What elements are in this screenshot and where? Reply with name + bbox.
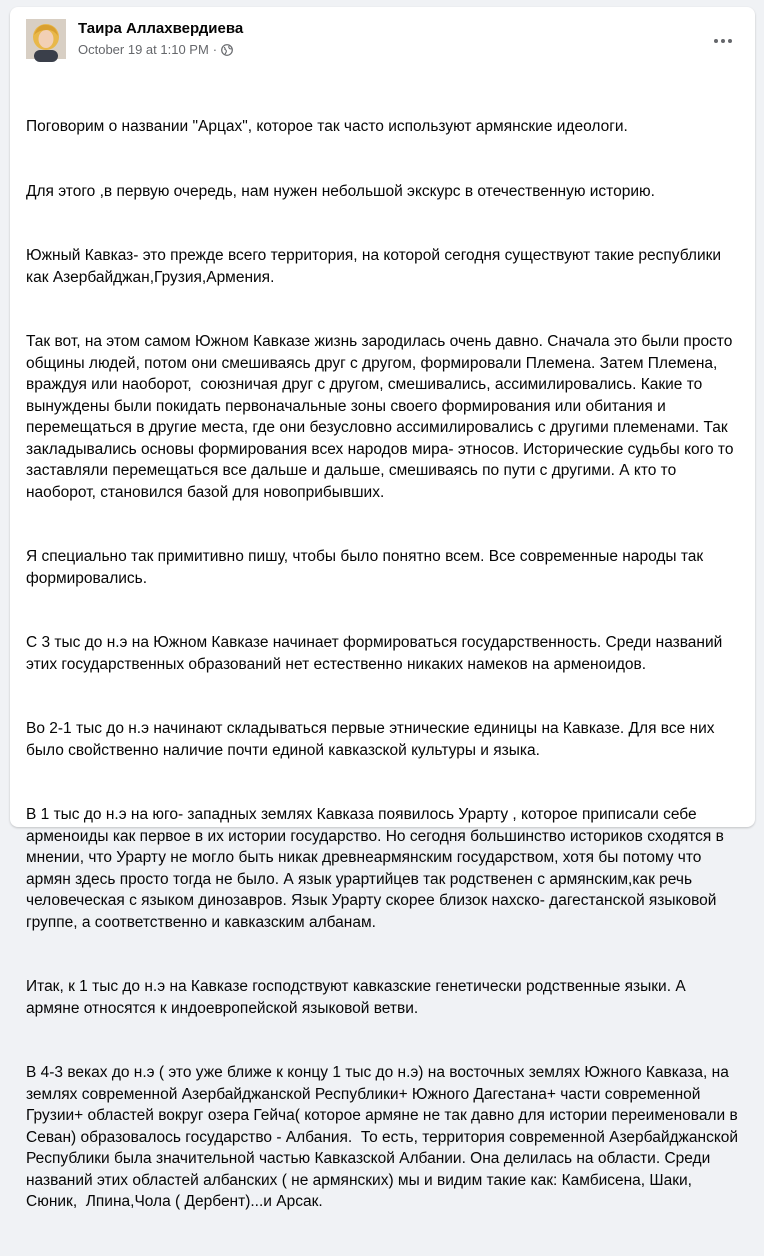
post-card [10, 7, 755, 1210]
post-paragraph: Южный Кавказ- это прежде всего территория, на которой сегодня существуют такие республики как Азербайджан,Грузия,Армения. [26, 247, 726, 286]
post-paragraph: Во 2-1 тыс до н.э начинают складываться первые этнические единицы на Кавказе. Для все них было свойственно наличие почти единой кавказской культуры и языка. [26, 720, 719, 759]
post-header [24, 19, 741, 63]
post-paragraph: В 1 тыс до н.э на юго- западных землях Кавказа появилось Урарту , которое приписали себе арменоиды как первое в их истории государство. Но сегодня большинство историков сходятся в мнении, что Урарту не могло быть никак древнеармянским государством, хотя бы потому что армян здесь просто тогда не было. А язык урартийцев так родственен с армянским,как речь человеческая с языком динозавров. Язык Урарту скорее близок нахско- дагестанской языковой группе, а соответственно и кавказским албанам. [26, 806, 729, 931]
post-paragraph: В 4-3 веках до н.э ( это уже ближе к концу 1 тыс до н.э) на восточных землях Южного Кавказа, на землях современной Азербайджанской Республики+ Южного Дагестана+ части современной Грузии+ областей вокруг озера Гейча( которое армяне не так давно для истории переименовали в Севан) образовалось государство - Албания. То есть, территория современной Азербайджанской Республики была значительной частью Кавказской Албании. Она делилась на области. Среди названий этих областей албанских ( не армянских) мы и видим такие как: Камбисена, Шаки, Сюник, Лпина,Чола ( Дербент)...и Арсак. [26, 1064, 747, 1210]
post-meta [78, 42, 233, 57]
post-paragraph: Так вот, на этом самом Южном Кавказе жизнь зародилась очень давно. Сначала это были просто общины людей, потом они смешиваясь друг с другом, формировали Племена. Затем Племена, враждуя или наоборот, союзничая друг с другом, смешивались, ассимилировались. Какие то вынуждены были покидать первоначальные зоны своего формирования или обитания и перемещаться в другие места, где они безусловно ассимилировались с другими племенами. Так закладывались основы формирования всех народов мира- этносов. Исторические судьбы кого то заставляли перемещаться все дальше и дальше, смешиваясь по пути с другими. А кто то наоборот, становился базой для новоприбывших. [26, 333, 738, 501]
post-paragraph: Поговорим о названии "Арцах", которое так часто используют армянские идеологи. [26, 118, 628, 135]
author-name[interactable]: Таира Аллахвердиева [78, 20, 244, 37]
author-avatar[interactable] [26, 19, 66, 59]
globe-icon[interactable] [221, 44, 233, 56]
post-paragraph: Я специально так примитивно пишу, чтобы было понятно всем. Все современные народы так формировались. [26, 548, 708, 587]
post-body [26, 73, 747, 1256]
post-paragraph: Итак, к 1 тыс до н.э на Кавказе господствуют кавказские генетически родственные языки. А армяне относятся к индоевропейской языковой ветви. [26, 978, 690, 1017]
post-timestamp[interactable]: October 19 at 1:10 PM [78, 42, 209, 57]
more-options-icon[interactable] [705, 29, 741, 53]
post-paragraph: Для этого ,в первую очередь, нам нужен небольшой экскурс в отечественную историю. [26, 182, 655, 200]
meta-separator: · [212, 42, 218, 57]
post-paragraph: С 3 тыс до н.э на Южном Кавказе начинает формироваться государственность. Среди названий этих государственных образований нет естественно никаких намеков на арменоидов. [26, 634, 727, 673]
